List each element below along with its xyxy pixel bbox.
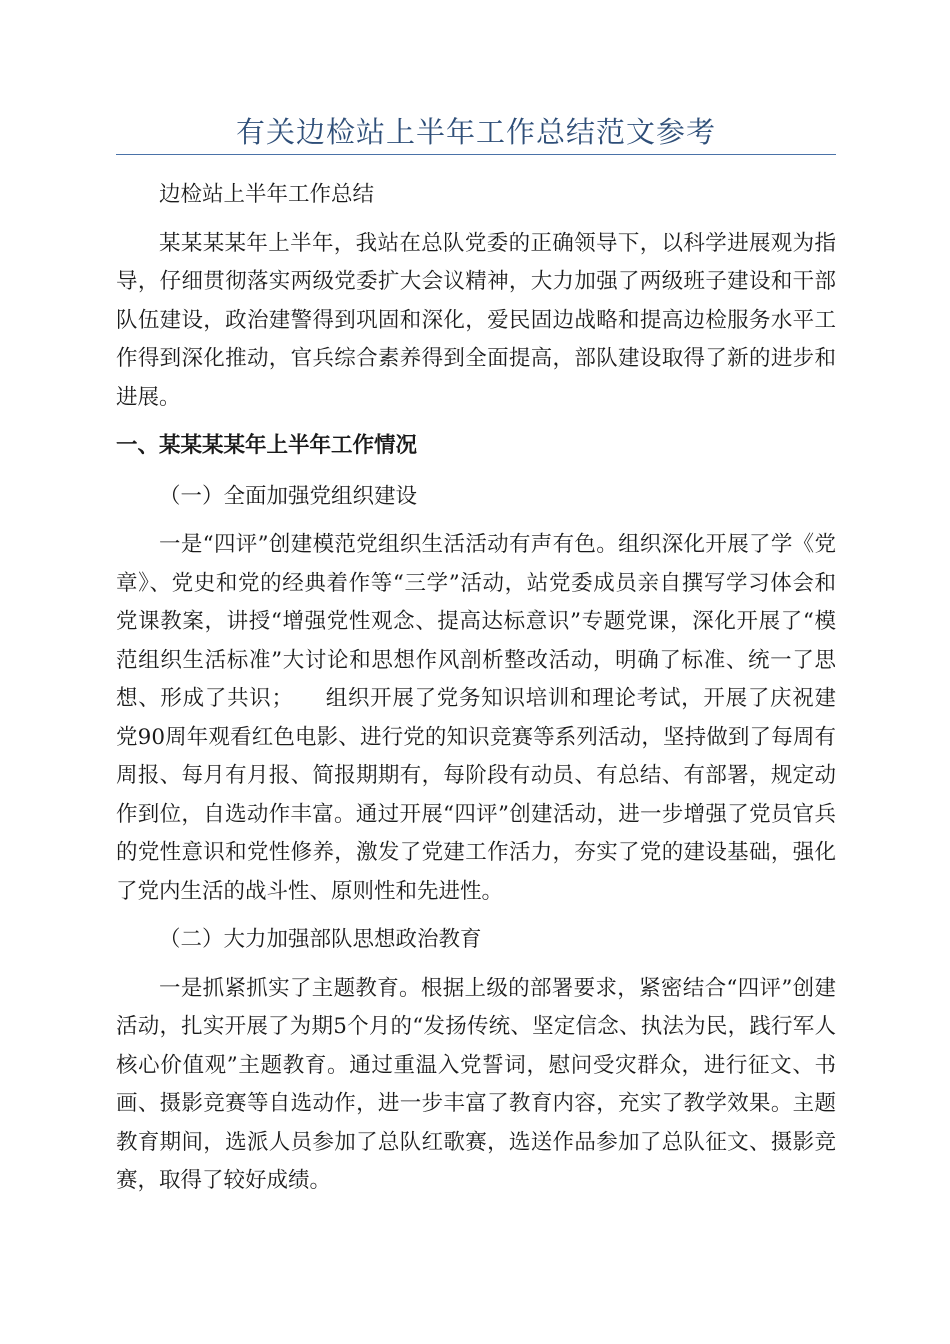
document-subtitle: 边检站上半年工作总结 — [159, 182, 375, 207]
section-heading-1: 一、某某某某年上半年工作情况 — [116, 433, 418, 458]
subsection-heading-2: （二）大力加强部队思想政治教育 — [159, 927, 482, 952]
intro-paragraph: 某某某某年上半年，我站在总队党委的正确领导下，以科学进展观为指导，仔细贯彻落实两级党委扩大会议精神，大力加强了两级班子建设和干部队伍建设，政治建警得到巩固和深化，爱民固边战略和提高边检服务水平工作得到深化推动，官兵综合素养得到全面提高，部队建设取得了新的进步和进展。 — [116, 230, 836, 410]
subsection-1-paragraph-part-b: 组织开展了党务知识培训和理论考试，开展了庆祝建党90周年观看红色电影、进行党的知识竞赛等系列活动，坚持做到了每周有周报、每月有月报、简报期期有，每阶段有动员、有总结、有部署，规定动作到位，自选动作丰富。通过开展“四评”创建活动，进一步增强了党员官兵的党性意识和党性修养，激发了党建工作活力，夯实了党的建设基础，强化了党内生活的战斗性、原则性和先进性。 — [116, 686, 836, 904]
title-underline — [116, 154, 836, 155]
subsection-heading-1: （一）全面加强党组织建设 — [159, 483, 418, 509]
subsection-2-paragraph: 一是抓紧抓实了主题教育。根据上级的部署要求，紧密结合“四评”创建活动，扎实开展了为期5个月的“发扬传统、坚定信念、执法为民，践行军人核心价值观”主题教育。通过重温入党誓词，慰问受灾群众，进行征文、书画、摄影竞赛等自选动作，进一步丰富了教育内容，充实了教学效果。主题教育期间，选派人员参加了总队红歌赛，选送作品参加了总队征文、摄影竞赛，取得了较好成绩。 — [116, 975, 836, 1193]
document-body — [116, 176, 836, 1211]
subsection-1-paragraph-part-a: 一是“四评”创建模范党组织生活活动有声有色。组织深化开展了学《党章》、党史和党的经典着作等“三学”活动，站党委成员亲自撰写学习体会和党课教案，讲授“增强党性观念、提高达标意识”专题党课，深化开展了“模范组织生活标准”大讨论和思想作风剖析整改活动，明确了标准、统一了思想、形成了共识； — [116, 532, 836, 711]
subsection-1-paragraph — [116, 526, 836, 911]
page-title: 有关边检站上半年工作总结范文参考 — [235, 115, 716, 149]
